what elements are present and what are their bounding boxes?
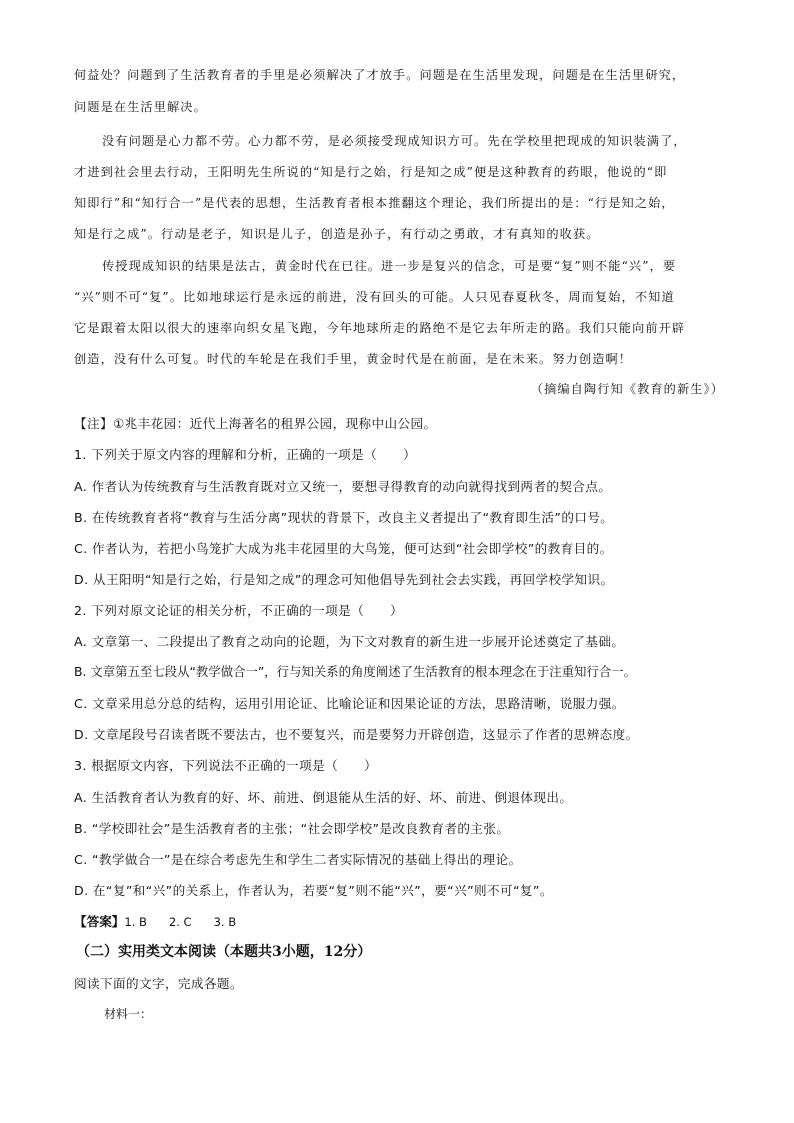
passage-line-5: 知即行”和“知行合一”是代表的思想，生活教育者根本推翻这个理论，我们所提出的是：“行是知之始， <box>74 196 675 210</box>
passage-line-2: 问题是在生活里解决。 <box>74 100 207 114</box>
question-1-option-a: A. 作者认为传统教育与生活教育既对立又统一，要想寻得教育的动向就得找到两者的契合点。 <box>74 479 612 494</box>
footnote: 【注】①兆丰花园：近代上海著名的租界公园，现称中山公园。 <box>74 416 437 431</box>
answer-1: 1. B <box>124 915 147 929</box>
question-1-option-c: C. 作者认为，若把小鸟笼扩大成为兆丰花园里的大鸟笼，便可达到“社会即学校”的教育目的。 <box>74 541 613 556</box>
question-2-option-c: C. 文章采用总分总的结构，运用引用论证、比喻论证和因果论证的方法，思路清晰，说服力强。 <box>74 696 625 711</box>
answer-tag: 【答案】 <box>74 914 125 929</box>
question-2-option-a: A. 文章第一、二段提出了教育之动向的论题，为下文对教育的新生进一步展开论述奠定了基础。 <box>74 634 625 649</box>
passage-line-8: “兴”则不可“复”。比如地球运行是永远的前进，没有回头的可能。人只见春夏秋冬，周而复始，不知道 <box>74 290 675 304</box>
question-3-option-c: C. “教学做合一”是在综合考虑先生和学生二者实际情况的基础上得出的理论。 <box>74 852 522 867</box>
answer-2: 2. C <box>168 915 192 929</box>
passage-line-4: 才进到社会里去行动，王阳明先生所说的“知是行之始，行是知之成”便是这种教育的药眼，他说的“即 <box>74 165 668 179</box>
passage-line-1: 何益处？问题到了生活教育者的手里是必须解决了才放手。问题是在生活里发现，问题是在生活里研究， <box>74 68 686 82</box>
passage-line-7: 传授现成知识的结果是法古，黄金时代在已往。进一步是复兴的信念，可是要“复”则不能“兴”，要 <box>102 259 677 273</box>
passage-line-3: 没有问题是心力都不劳。心力都不劳，是必须接受现成知识方可。先在学校里把现成的知识装满了， <box>102 134 687 148</box>
answer-3: 3. B <box>213 915 237 929</box>
answer-values <box>124 915 258 929</box>
section-instruction: 阅读下面的文字，完成各题。 <box>74 976 243 991</box>
question-3-option-a: A. 生活教育者认为教育的好、坏、前进、倒退能从生活的好、坏、前进、倒退体现出。 <box>74 790 573 805</box>
question-3-option-d: D. 在“复”和“兴”的关系上，作者认为，若要“复”则不能“兴”，要“兴”则不可“复”。 <box>74 883 553 898</box>
answer-row <box>74 911 258 930</box>
passage-source: （摘编自陶行知《教育的新生》） <box>530 382 724 396</box>
question-1-stem: 1. 下列关于原文内容的理解和分析，正确的一项是（ ） <box>74 447 417 462</box>
passage-line-10: 创造，没有什么可复。时代的车轮是在我们手里，黄金时代是在前面，是在未来。努力创造啊！ <box>74 352 633 366</box>
material-label: 材料一： <box>104 1007 153 1021</box>
passage-line-6: 知是行之成”。行动是老子，知识是儿子，创造是孙子，有行动之勇敢，才有真知的收获。 <box>74 227 600 241</box>
question-1-option-b: B. 在传统教育者将“教育与生活分离”现状的背景下，改良主义者提出了“教育即生活”的口号。 <box>74 510 614 525</box>
question-3-option-b: B. “学校即社会”是生活教育者的主张；“社会即学校”是改良教育者的主张。 <box>74 821 510 836</box>
question-3-stem: 3. 根据原文内容，下列说法不正确的一项是（ ） <box>74 758 378 773</box>
passage-line-9: 它是跟着太阳以很大的速率向织女星飞跑，今年地球所走的路绝不是它去年所走的路。我们只能向前开辟 <box>74 321 686 335</box>
question-2-option-d: D. 文章尾段号召读者既不要法古，也不要复兴，而是要努力开辟创造，这显示了作者的思辨态度。 <box>74 727 639 742</box>
question-2-stem: 2. 下列对原文论证的相关分析，不正确的一项是（ ） <box>74 603 404 618</box>
question-2-option-b: B. 文章第五至七段从“教学做合一”，行与知关系的角度阐述了生活教育的根本理念在于注重知行合一。 <box>74 664 637 679</box>
section-title: （二）实用类文本阅读（本题共3小题，12分） <box>76 944 372 960</box>
question-1-option-d: D. 从王阳明“知是行之始，行是知之成”的理念可知他倡导先到社会去实践，再回学校学知识。 <box>74 572 614 587</box>
